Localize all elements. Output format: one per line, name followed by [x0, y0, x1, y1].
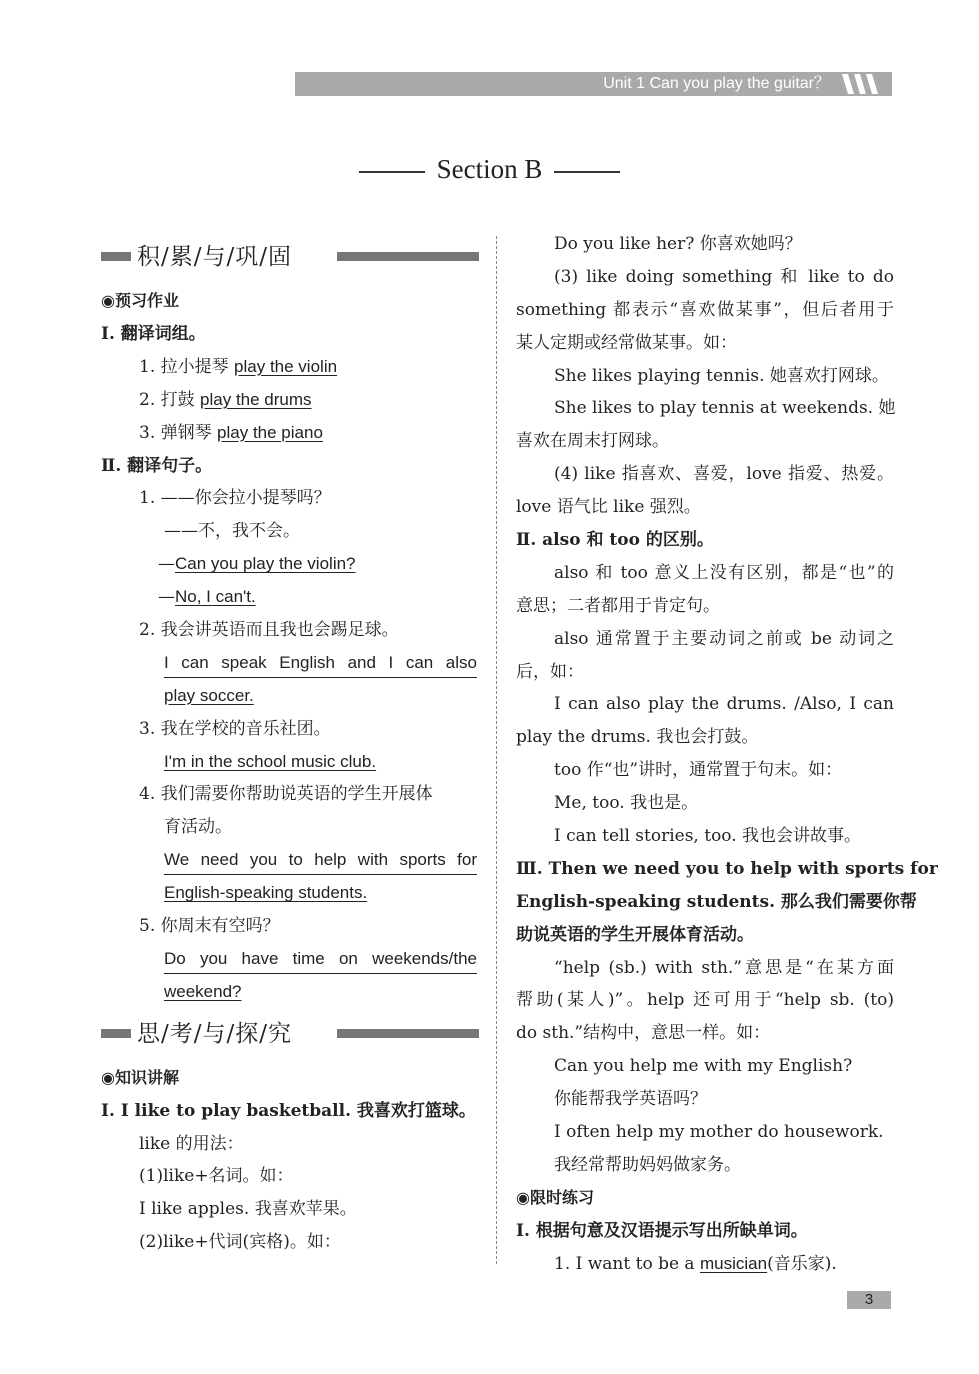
part1-title: Ⅰ. 翻译词组。: [101, 324, 206, 344]
sentence-answer: I'm in the school music club.: [164, 751, 377, 771]
running-header: [295, 72, 892, 96]
text-line: 某人定期或经常做某事。如：: [516, 332, 737, 353]
sentence-answer: We need you to help with sports for: [101, 844, 479, 877]
phrase-item: 1. 拉小提琴 play the violin: [139, 356, 338, 377]
title-rule-left: [359, 171, 425, 173]
text-line: I often help my mother do housework.: [554, 1122, 884, 1143]
sentence-question: 3. 我在学校的音乐社团。: [139, 718, 331, 739]
part2-title: Ⅱ. 翻译句子。: [101, 455, 213, 476]
text-line: Me, too. 我也是。: [554, 793, 699, 814]
text-line: 后，如：: [516, 661, 584, 682]
sentence-question: 5. 你周末有空吗？: [139, 916, 280, 937]
knowledge-line: I like apples. 我喜欢苹果。: [139, 1199, 357, 1220]
knowledge-line: (1)like+名词。如：: [139, 1166, 294, 1187]
text-line: 意思；二者都用于肯定句。: [516, 595, 720, 616]
text-line: something 都表示“喜欢做某事”，但后者用于: [516, 299, 894, 320]
text-line: (3) like doing something 和 like to do: [554, 266, 894, 287]
banner-accumulate: 积/累/与/巩/固: [101, 236, 479, 284]
unit-title: Unit 1 Can you play the guitar？: [603, 75, 830, 92]
knowledge-title: Ⅱ. also 和 too 的区别。: [516, 530, 714, 551]
exercise-title: Ⅰ. 根据句意及汉语提示写出所缺单词。: [516, 1220, 808, 1241]
title-rule-right: [554, 171, 620, 173]
sentence-answer: —No, I can't.: [158, 587, 256, 608]
banner-bar-right: [337, 252, 479, 261]
banner-bar-right: [337, 1029, 479, 1038]
text-line: do sth.”结构中，意思一样。如：: [516, 1023, 771, 1044]
right-column: [516, 228, 938, 1281]
knowledge-line: like 的用法：: [139, 1133, 244, 1154]
text-line: 帮助(某人)”。help 还可用于“help sb. (to): [516, 990, 894, 1011]
text-line: (4) like 指喜欢、喜爱，love 指爱、热爱。: [554, 464, 894, 485]
text-line: play the drums. 我也会打鼓。: [516, 727, 759, 748]
text-line: I can also play the drums. /Also, I can: [554, 694, 894, 715]
text-line: “help (sb.) with sth.”意思是“在某方面: [554, 957, 894, 978]
text-line: Can you help me with my English?: [554, 1056, 853, 1077]
sentence-answer: play soccer.: [164, 685, 254, 705]
sentence-question: 1. ——你会拉小提琴吗？: [139, 488, 331, 509]
text-line: She likes playing tennis. 她喜欢打网球。: [554, 365, 889, 386]
sentence-answer: I can speak English and I can also: [101, 647, 479, 680]
sentence-answer: Do you have time on weekends/the: [101, 943, 479, 976]
column-divider: [496, 236, 497, 1264]
knowledge-title: English-speaking students. 那么我们需要你帮: [516, 891, 917, 912]
knowledge-label: ◉知识讲解: [101, 1067, 179, 1087]
practice-label: ◉限时练习: [516, 1187, 594, 1207]
sentence-question: 育活动。: [164, 817, 232, 838]
sentence-question: 2. 我会讲英语而且我也会踢足球。: [139, 620, 399, 641]
text-line: too 作“也”讲时，通常置于句末。如：: [554, 760, 843, 781]
text-line: She likes to play tennis at weekends. 她: [554, 398, 896, 419]
knowledge-title: Ⅰ. I like to play basketball. 我喜欢打篮球。: [101, 1100, 476, 1121]
sentence-answer: —Can you play the violin?: [158, 554, 356, 575]
page-number: 3: [847, 1291, 891, 1309]
text-line: love 语气比 like 强烈。: [516, 497, 701, 518]
text-line: 喜欢在周末打网球。: [516, 431, 669, 452]
banner-bar-left: [101, 1029, 131, 1038]
text-line: I can tell stories, too. 我也会讲故事。: [554, 826, 862, 847]
text-line: 你能帮我学英语吗？: [554, 1089, 707, 1110]
sentence-question: ——不，我不会。: [164, 521, 300, 542]
text-line: Do you like her? 你喜欢她吗？: [554, 234, 802, 254]
text-line: also 通常置于主要动词之前或 be 动词之: [554, 628, 894, 649]
sentence-question: 4. 我们需要你帮助说英语的学生开展体: [139, 784, 433, 805]
banner-think: 思/考/与/探/究: [101, 1013, 479, 1061]
text-line: also 和 too 意义上没有区别，都是“也”的: [554, 562, 894, 583]
phrase-item: 3. 弹钢琴 play the piano: [139, 422, 323, 443]
knowledge-line: (2)like+代词(宾格)。如：: [139, 1232, 341, 1253]
knowledge-title: Ⅲ. Then we need you to help with sports for: [516, 858, 938, 879]
header-stripes-icon: [838, 74, 884, 94]
section-title: Section B: [0, 154, 979, 185]
banner-bar-left: [101, 252, 131, 261]
preview-label: ◉预习作业: [101, 291, 179, 310]
sentence-answer: English-speaking students.: [164, 883, 368, 903]
exercise-item: 1. I want to be a musician(音乐家).: [554, 1253, 837, 1274]
knowledge-title: 助说英语的学生开展体育活动。: [516, 924, 754, 945]
sentence-answer: weekend?: [164, 981, 242, 1001]
left-column: [101, 236, 479, 1259]
phrase-item: 2. 打鼓 play the drums: [139, 389, 312, 410]
text-line: 我经常帮助妈妈做家务。: [554, 1154, 741, 1175]
